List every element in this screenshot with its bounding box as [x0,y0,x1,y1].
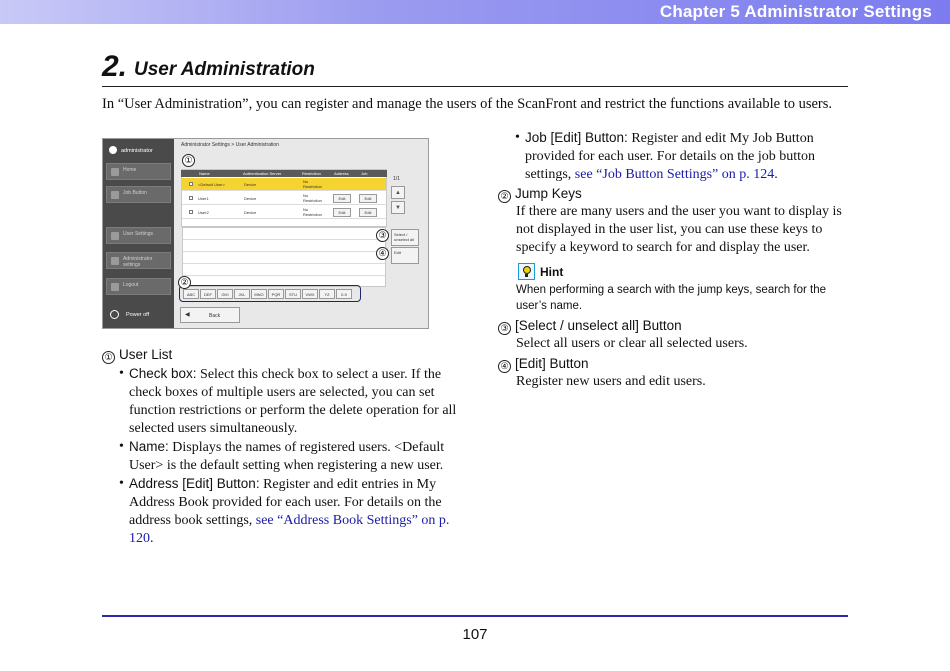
jump-keys-heading: ② Jump Keys [498,185,850,203]
callout-1: ① [182,154,195,167]
row-checkbox[interactable] [189,210,193,214]
edit-heading: ④ [Edit] Button [498,355,850,373]
section-title: User Administration [134,59,315,80]
screenshot-sidebar [103,139,174,329]
footer-rule [102,615,848,617]
jump-key[interactable]: JKL [234,289,250,299]
callout-2: ② [178,276,191,289]
chapter-header-bar [0,0,950,24]
sidebar-item-job-button[interactable]: Job Button [106,186,171,203]
right-column [498,129,850,391]
jump-key[interactable]: PQR [268,289,284,299]
list-item: • Name: Displays the names of registered users. <Default User> is the default setting when registering a new user. [119,439,445,473]
user-list-description [102,346,462,548]
user-list-header: Name Authentication Server Restriction Address Job [181,170,387,177]
settings-icon [111,232,119,240]
select-unselect-all-button[interactable]: Select / unselect all [391,229,419,246]
sidebar-user: administrator [107,143,170,159]
back-arrow-icon: ◀ [185,312,190,318]
job-button-link[interactable]: see “Job Button Settings” on p. 124 [574,167,775,182]
address-edit-button[interactable]: Edit [333,194,351,203]
callout-4: ④ [376,247,389,260]
address-edit-button[interactable]: Edit [333,208,351,217]
section-heading [102,50,848,87]
empty-rows [182,227,386,287]
power-off-button[interactable]: Power off [106,306,171,324]
user-list-heading: ① User List [102,346,462,364]
sidebar-item-user-settings[interactable]: User Settings [106,227,171,244]
job-edit-button[interactable]: Edit [359,208,377,217]
hint-box [498,262,850,282]
jump-key[interactable]: YZ [319,289,335,299]
screenshot-breadcrumb: Administrator Settings > User Administration [181,142,279,148]
edit-button[interactable]: Edit [391,247,419,264]
jump-key[interactable]: VWX [302,289,318,299]
hint-title: Hint [540,265,564,279]
list-item: • Job [Edit] Button: Register and edit My Job Button provided for each user. For details on the job button settings, see “Job Button Settings” on p. 124. [515,130,816,182]
address-book-link[interactable]: see “Address Book Settings” on p. 120 [129,513,450,546]
jump-key[interactable]: ABC [183,289,199,299]
back-button[interactable]: ◀ Back [180,307,240,323]
chevron-up-icon: ▲ [395,190,401,196]
sidebar-item-logout[interactable]: Logout [106,278,171,295]
jump-key[interactable]: DEF [200,289,216,299]
user-admin-screenshot [102,138,429,329]
section-number: 2. [102,50,128,83]
chapter-title: Chapter 5 Administrator Settings [659,2,932,21]
user-icon [109,146,117,154]
logout-icon [111,283,119,291]
intro-paragraph: In “User Administration”, you can register and manage the users of the ScanFront and restrict the functions available to users. [102,96,833,112]
jump-key[interactable]: MNO [251,289,267,299]
table-row[interactable]: <Default User> Device No Restriction [182,178,386,191]
job-icon [111,191,119,199]
gear-icon [111,257,119,265]
jump-key[interactable]: GHI [217,289,233,299]
page-indicator: 1/1 [393,176,400,182]
list-item: • Address [Edit] Button: Register and edit entries in My Address Book provided for each user. For details on the address book settings, see “Address Book Settings” on p. 120. [119,476,450,546]
jump-key[interactable]: 0-9 [336,289,352,299]
job-edit-button[interactable]: Edit [359,194,377,203]
jump-keys-text: If there are many users and the user you want to display is not displayed in the user list, you can use these keys to specify a keyword to search for and display the user. [516,204,842,255]
scroll-down-button[interactable] [391,201,405,214]
select-all-text: Select all users or clear all selected users. [516,336,748,351]
select-all-heading: ③ [Select / unselect all] Button [498,317,850,335]
hint-text: When performing a search with the jump keys, search for the user’s name. [516,284,827,312]
jump-key[interactable]: STU [285,289,301,299]
sidebar-item-home[interactable]: Home [106,163,171,180]
scroll-up-button[interactable] [391,186,405,199]
list-item: • Check box: Select this check box to select a user. If the check boxes of multiple users are selected, you can set function restrictions or perform the delete operation for all selected users simultaneously. [119,366,457,436]
page-number: 107 [462,626,488,643]
home-icon [111,168,119,176]
row-checkbox[interactable] [189,182,193,186]
row-checkbox[interactable] [189,196,193,200]
table-row[interactable]: User1 Device No Restriction Edit Edit [182,192,386,205]
edit-text: Register new users and edit users. [516,374,706,389]
table-row[interactable]: User2 Device No Restriction Edit Edit [182,206,386,219]
callout-3: ③ [376,229,389,242]
sidebar-item-admin-settings[interactable]: Administrator settings [106,252,171,269]
chevron-down-icon: ▼ [395,205,401,211]
lightbulb-icon [518,263,535,280]
power-icon [110,310,119,319]
